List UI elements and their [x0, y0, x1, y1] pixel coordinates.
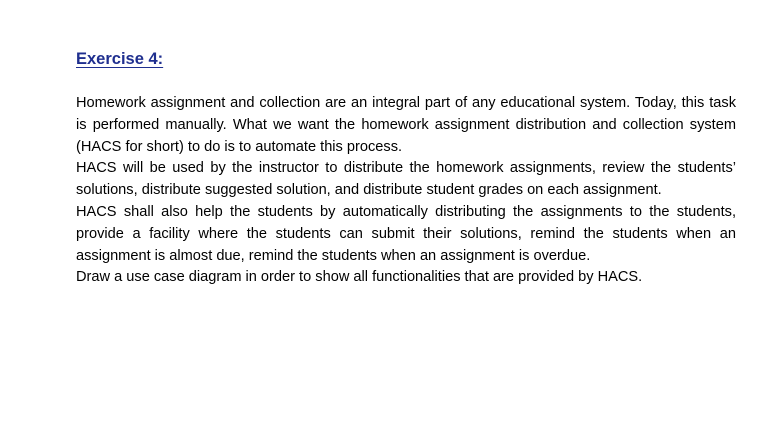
paragraph-task: Draw a use case diagram in order to show all functionalities that are provided by HACS. [76, 269, 643, 286]
paragraph-student-use: HACS shall also help the students by automatically distributing the assignments to the students, provide a facility where the students can submit their solutions, remind the students when an assignment is almost due, remind the students when an assignment is overdue. [76, 203, 736, 264]
exercise-title: Exercise 4: [76, 50, 164, 68]
paragraph-introduction: Homework assignment and collection are an integral part of any educational system. Today, this task is performed manually. What we want the homework assignment distribution and collection system (HACS for short) to do is to automate this process. [76, 95, 736, 155]
exercise-body [76, 93, 736, 289]
paragraph-instructor-use: HACS will be used by the instructor to distribute the homework assignments, review the students’ solutions, distribute suggested solution, and distribute student grades on each assignment. [76, 160, 736, 199]
